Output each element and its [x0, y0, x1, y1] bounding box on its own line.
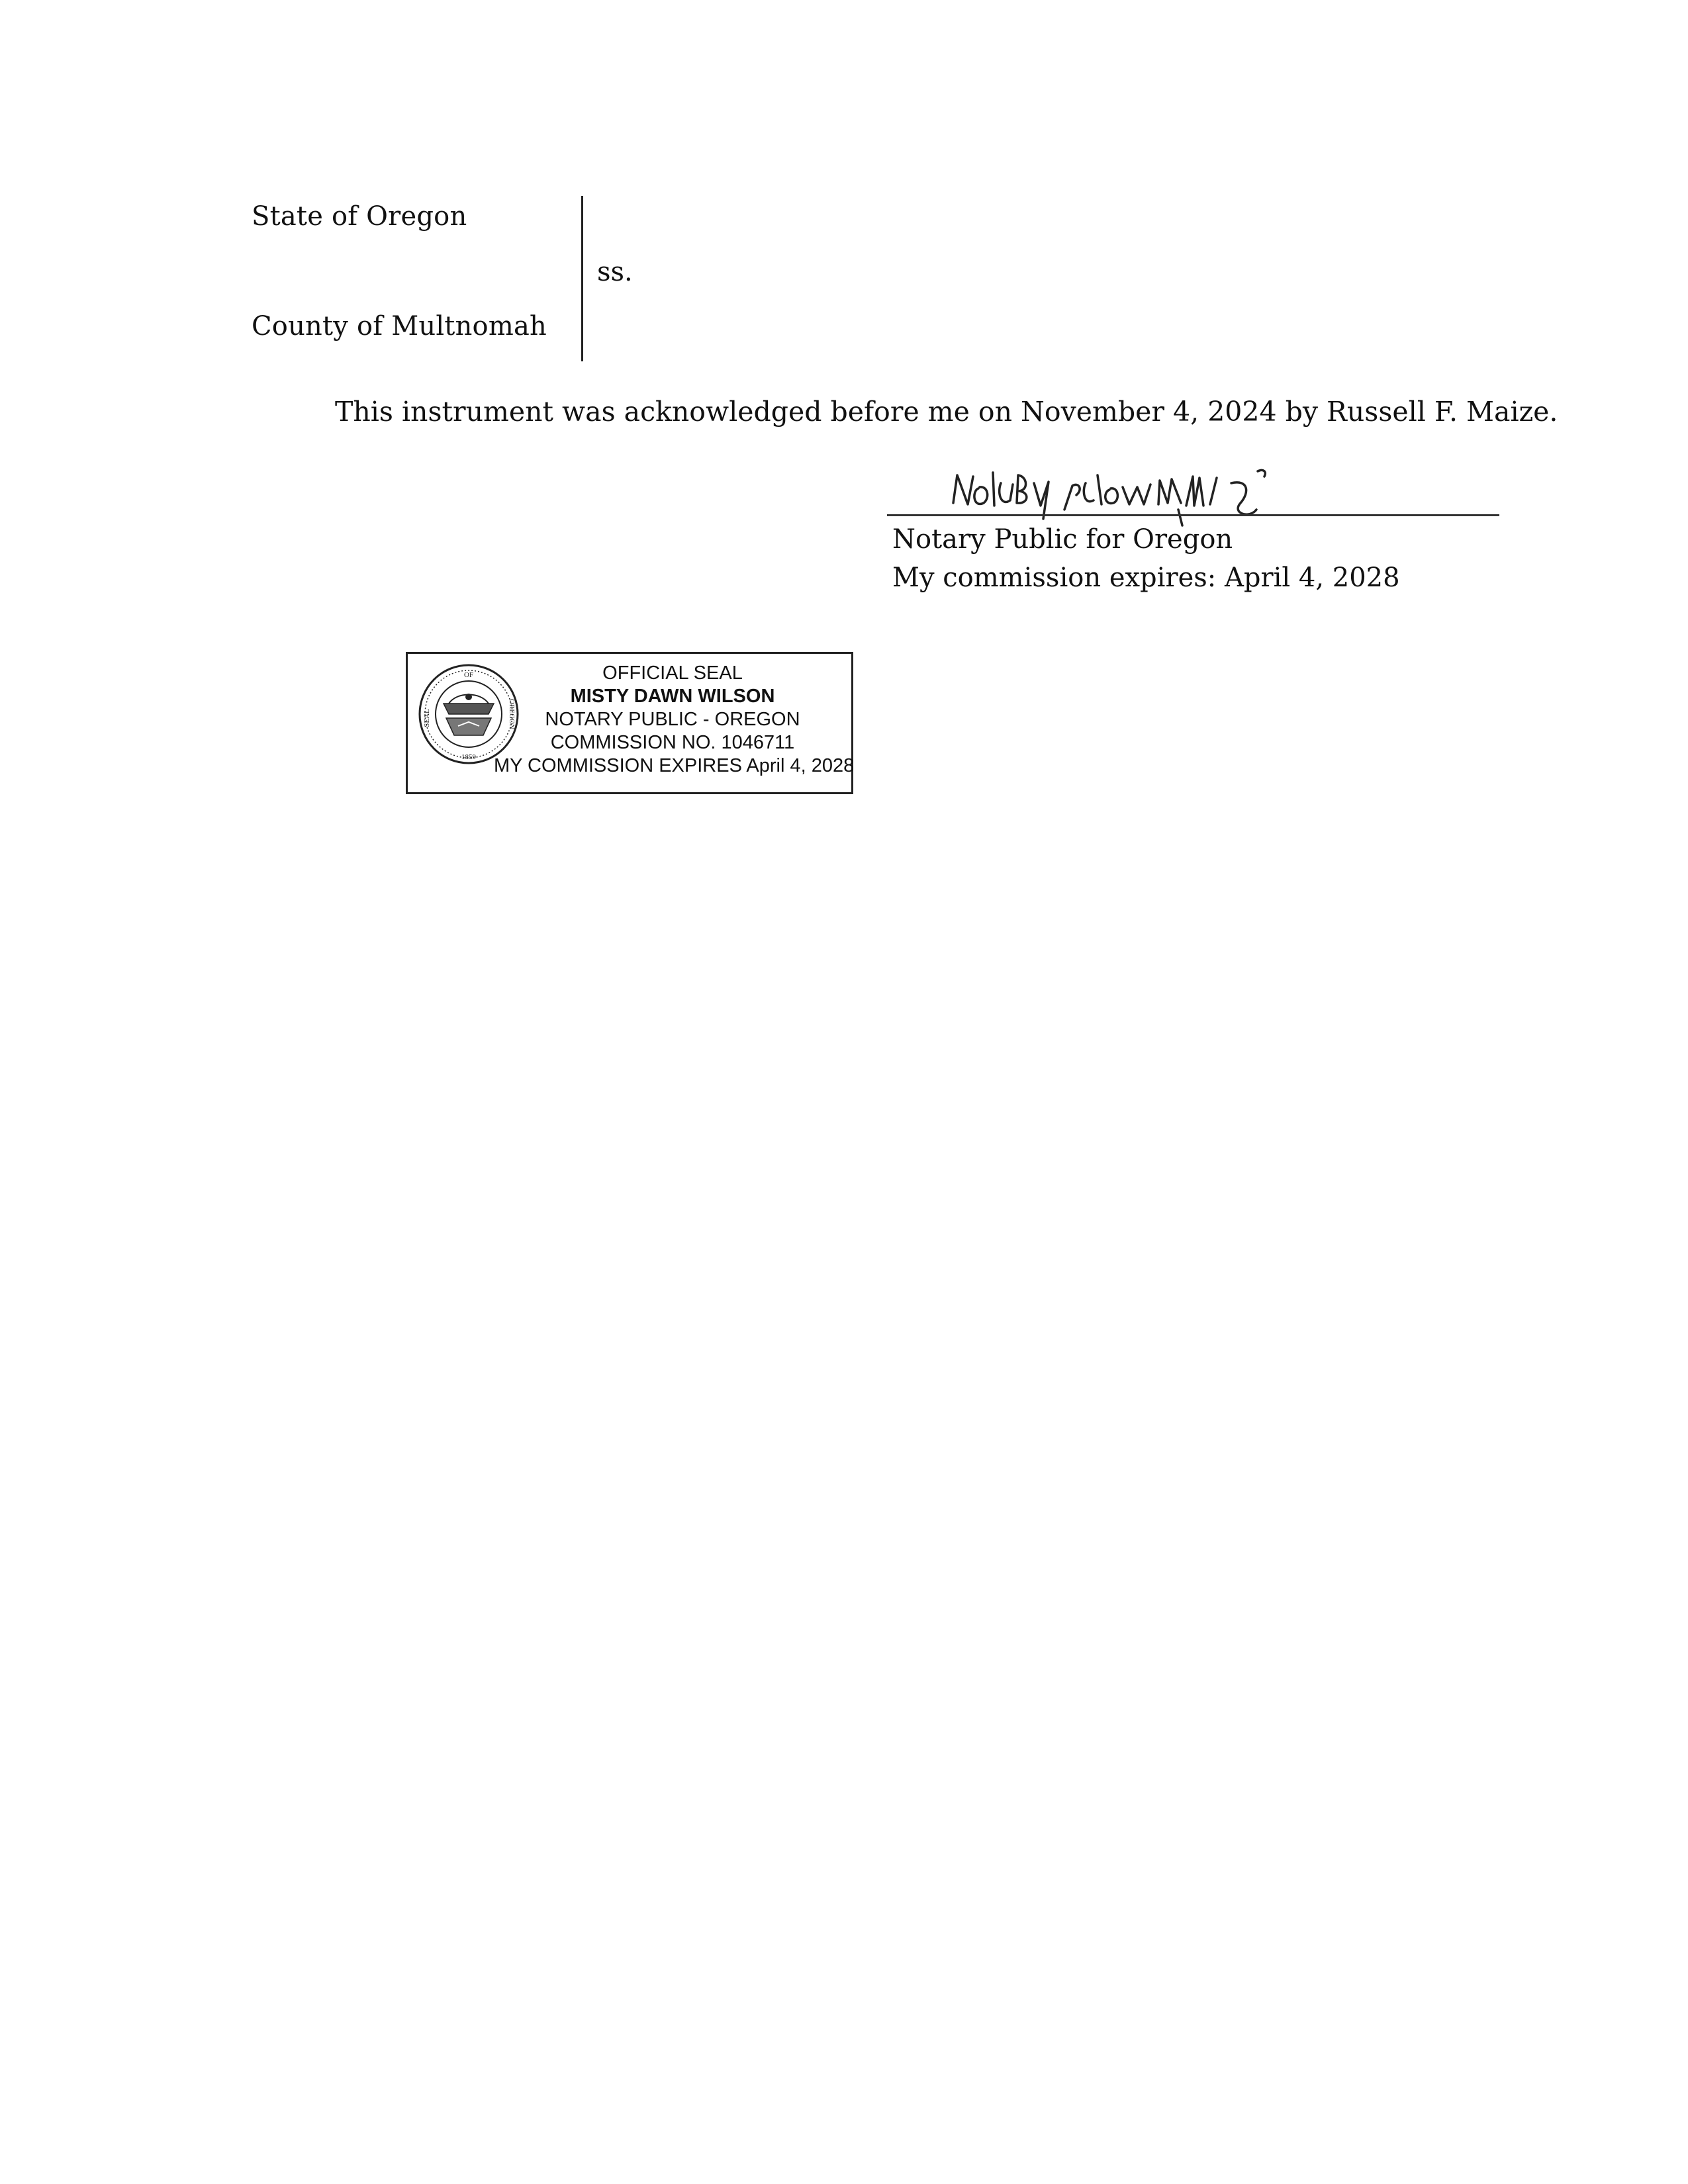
- svg-text:SEAL: SEAL: [423, 709, 431, 727]
- venue-ss: ss.: [597, 257, 633, 287]
- seal-commission-expiration: MY COMMISSION EXPIRES April 4, 2028: [494, 755, 855, 776]
- signature-line: [887, 514, 1499, 516]
- seal-commission-number: COMMISSION NO. 1046711: [550, 732, 795, 753]
- acknowledgment-text: This instrument was acknowledged before me on November 4, 2024 by Russell F. Maize.: [335, 396, 1558, 428]
- svg-text:OF: OF: [463, 671, 474, 679]
- signature-block: [887, 463, 1503, 609]
- seal-notary-title: NOTARY PUBLIC - OREGON: [545, 709, 800, 730]
- svg-text:OREGON: OREGON: [508, 699, 516, 729]
- venue-block: [252, 192, 569, 364]
- svg-text:1859: 1859: [461, 753, 476, 761]
- venue-divider: [581, 196, 583, 361]
- official-seal-stamp: [406, 652, 853, 794]
- seal-heading: OFFICIAL SEAL: [602, 662, 743, 684]
- notary-title: Notary Public for Oregon: [892, 524, 1233, 555]
- venue-county: County of Multnomah: [252, 311, 547, 341]
- seal-notary-name: MISTY DAWN WILSON: [570, 686, 775, 707]
- venue-state: State of Oregon: [252, 201, 467, 232]
- seal-text: [494, 662, 855, 778]
- commission-expiration: My commission expires: April 4, 2028: [892, 563, 1400, 593]
